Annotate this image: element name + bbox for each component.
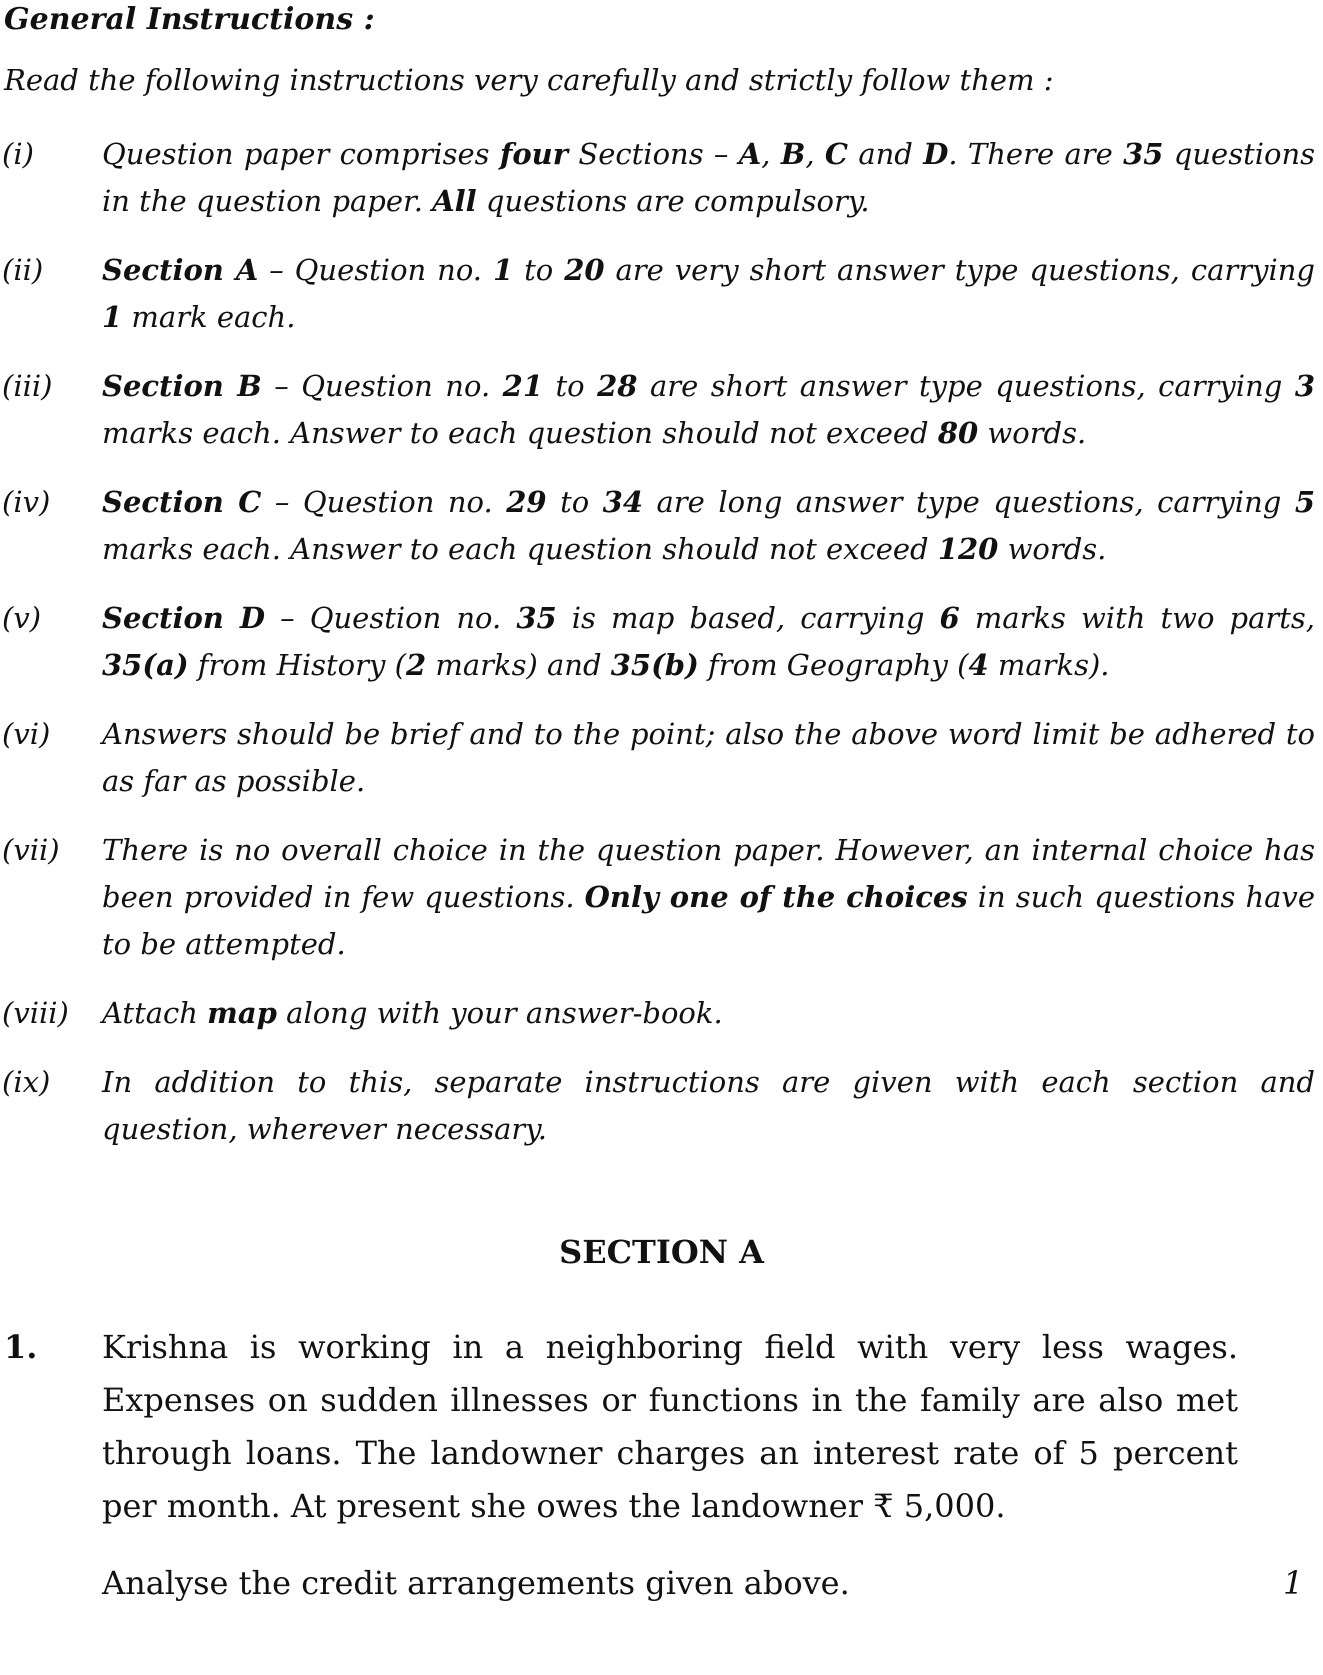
instruction-number: (ix) [2,1065,51,1099]
instruction-emphasis: 35(b) [610,648,699,682]
instruction-number: (vi) [2,717,51,751]
instruction-emphasis: D [923,137,949,171]
instruction-text [102,827,1315,968]
instruction-fragment: marks each. Answer to each question should not exceed [102,416,938,450]
instruction-fragment: marks with two parts, [959,601,1316,635]
question-text: Krishna is working in a neighboring field with very less wages. Expenses on sudden illnesses or functions in the family are also met through loans. The landowner charges an interest rate of 5 percent per month. At present she owes the landowner ₹ 5,000. [102,1328,1238,1525]
instruction-emphasis: 21 [502,369,544,403]
instruction-emphasis: All [432,184,477,218]
instruction-emphasis: Only one of the choices [584,880,968,914]
instruction-fragment: to [543,369,598,403]
instruction-number: (i) [2,137,34,171]
instruction-text [102,131,1315,225]
instruction-emphasis: B [780,137,806,171]
instruction-emphasis: 1 [102,300,123,334]
instruction-item [0,479,1315,573]
general-instructions-intro: Read the following instructions very carefully and strictly follow them : [4,63,1054,97]
instruction-text [102,1059,1315,1153]
instruction-emphasis: Section D [102,601,266,635]
instruction-item [0,1059,1315,1153]
question-1 [0,1321,1315,1602]
instruction-fragment: questions are compulsory. [476,184,870,218]
instruction-number: (v) [2,601,42,635]
instruction-fragment: . There are [948,137,1124,171]
instruction-number: (iv) [2,485,51,519]
instruction-fragment: from History ( [188,648,406,682]
instruction-fragment: words. [998,532,1107,566]
instruction-item [0,131,1315,225]
instruction-fragment: to [513,253,565,287]
instruction-fragment: Answers should be brief and to the point; also the above word limit be adhered to as far as possible. [102,717,1315,798]
instruction-emphasis: 20 [564,253,605,287]
question-number: 1. [4,1328,38,1366]
instruction-fragment: are very short answer type questions, carrying [604,253,1315,287]
instruction-emphasis: 3 [1294,369,1316,403]
instruction-emphasis: Section B [102,369,262,403]
instruction-emphasis: 80 [937,416,979,450]
question-marks: 1 [1283,1564,1304,1602]
instruction-fragment: questions in the question paper. [102,137,1316,218]
instruction-number: (iii) [2,369,53,403]
instruction-emphasis: 35 [1123,137,1164,171]
instruction-fragment: are long answer type questions, carrying [643,485,1295,519]
instruction-item [0,595,1315,689]
instruction-emphasis: A [738,137,762,171]
instruction-fragment: mark each. [122,300,296,334]
instruction-text [102,479,1315,573]
instruction-fragment: words. [978,416,1087,450]
instruction-fragment: , [805,137,825,171]
instruction-fragment: are short answer type questions, carrying [637,369,1295,403]
instruction-emphasis: 34 [602,485,644,519]
instruction-emphasis: 2 [405,648,427,682]
instruction-item [0,247,1315,341]
question-prompt: Analyse the credit arrangements given above. [102,1564,850,1602]
instruction-number: (ii) [2,253,44,287]
instruction-fragment: – Question no. [261,485,507,519]
instruction-number: (vii) [2,833,60,867]
instruction-emphasis: 28 [597,369,638,403]
instruction-text [102,247,1315,341]
section-a-heading: SECTION A [559,1233,764,1271]
instruction-fragment: – Question no. [261,369,503,403]
instruction-fragment: marks each. Answer to each question should not exceed [102,532,938,566]
instruction-emphasis: 5 [1294,485,1315,519]
instruction-emphasis: C [824,137,848,171]
instruction-fragment: In addition to this, separate instructions are given with each section and question, wherever necessary. [102,1065,1315,1146]
instruction-item [0,990,1315,1037]
instruction-emphasis: Section A [102,253,259,287]
instruction-text [102,595,1315,689]
instruction-fragment: and [848,137,924,171]
instruction-emphasis: Section C [102,485,262,519]
instruction-emphasis: map [207,996,277,1030]
instruction-number: (viii) [2,996,69,1030]
instruction-fragment: from Geography ( [698,648,969,682]
instruction-item [0,827,1315,968]
instruction-emphasis: 35(a) [102,648,189,682]
instruction-emphasis: 120 [937,532,999,566]
instruction-emphasis: four [499,137,569,171]
instruction-fragment: , [761,137,781,171]
instruction-fragment: marks) and [426,648,611,682]
instruction-fragment: Attach [102,996,208,1030]
general-instructions-title: General Instructions : [4,2,375,37]
instruction-fragment: – Question no. [258,253,493,287]
instruction-fragment: along with your answer-book. [276,996,723,1030]
instruction-emphasis: 4 [968,648,989,682]
instruction-text [102,711,1315,805]
instruction-text [102,363,1315,457]
instruction-emphasis: 6 [939,601,960,635]
instructions-list [0,131,1315,1175]
instruction-item [0,711,1315,805]
instruction-fragment: Sections – [568,137,739,171]
instruction-fragment: is map based, carrying [556,601,940,635]
instruction-text [102,990,1315,1037]
instruction-fragment: in such questions have to be attempted. [102,880,1315,961]
instruction-emphasis: 1 [492,253,514,287]
instruction-fragment: to [546,485,603,519]
instruction-fragment: marks). [988,648,1110,682]
instruction-fragment: There is no overall choice in the question paper. However, an internal choice has been provided in few questions. [102,833,1315,914]
instruction-fragment: – Question no. [265,601,517,635]
instruction-item [0,363,1315,457]
instruction-emphasis: 35 [516,601,557,635]
instruction-fragment: Question paper comprises [102,137,500,171]
instruction-emphasis: 29 [506,485,547,519]
